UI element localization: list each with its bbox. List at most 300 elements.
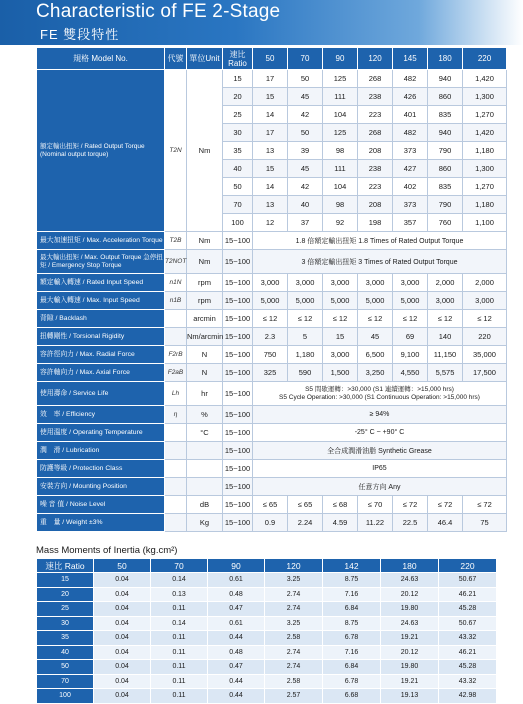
max_speed-value: 5,000 (393, 292, 428, 310)
torque-value: 111 (323, 160, 358, 178)
header-size-70: 70 (288, 48, 323, 70)
noise-value: ≤ 72 (393, 496, 428, 514)
torque-unit: Nm (187, 70, 223, 232)
torque-value: 13 (253, 196, 288, 214)
lubrication-text: 全合成潤滑油脂 Synthetic Grease (253, 442, 507, 460)
rated_speed-value: 3,000 (253, 274, 288, 292)
torque-value: 17 (253, 124, 288, 142)
inertia-ratio: 35 (37, 631, 94, 646)
inertia-value: 0.14 (151, 573, 208, 588)
weight-value: 11.22 (358, 514, 393, 532)
inertia-value: 2.74 (265, 660, 323, 675)
temperature-row (37, 424, 507, 442)
torque-value: 42 (288, 178, 323, 196)
inertia-value: 6.78 (323, 674, 381, 689)
backlash-value: ≤ 12 (253, 310, 288, 328)
inertia-value: 45.28 (439, 602, 497, 617)
axial-symbol: F2aB (165, 364, 187, 382)
life-row (37, 382, 507, 406)
inertia-value: 0.13 (151, 587, 208, 602)
inertia-value: 19.80 (381, 602, 439, 617)
protection-text: IP65 (253, 460, 507, 478)
max_speed-value: 3,000 (428, 292, 463, 310)
torque-symbol: T2N (165, 70, 187, 232)
torque-value: 760 (428, 214, 463, 232)
inertia-value: 0.44 (208, 674, 265, 689)
inertia-value: 20.12 (381, 645, 439, 660)
torque-value: 268 (358, 124, 393, 142)
temperature-symbol (165, 424, 187, 442)
rigidity-unit: Nm/arcmin (187, 328, 223, 346)
backlash-label: 背隙 / Backlash (37, 310, 165, 328)
life-ratio: 15~100 (223, 382, 253, 406)
inertia-caption: Mass Moments of Inertia (kg.cm²) (36, 545, 178, 556)
torque-value: 14 (253, 178, 288, 196)
backlash-value: ≤ 12 (393, 310, 428, 328)
header-size-90: 90 (323, 48, 358, 70)
rigidity-value: 45 (358, 328, 393, 346)
page-title: Characteristic of FE 2-Stage (36, 1, 281, 22)
life-unit: hr (187, 382, 223, 406)
torque-value: 98 (323, 196, 358, 214)
inertia-ratio: 100 (37, 689, 94, 704)
torque-value: 790 (428, 142, 463, 160)
emergency-ratio: 15~100 (223, 250, 253, 274)
weight-label: 重 量 / Weight ±3% (37, 514, 165, 532)
inertia-value: 0.61 (208, 573, 265, 588)
torque-value: 40 (288, 196, 323, 214)
mounting-symbol (165, 478, 187, 496)
accel-ratio: 15~100 (223, 232, 253, 250)
inertia-value: 0.04 (94, 616, 151, 631)
inertia-row (37, 587, 497, 602)
torque-value: 98 (323, 142, 358, 160)
header-size-220: 220 (463, 48, 507, 70)
inertia-value: 0.48 (208, 645, 265, 660)
torque-value: 238 (358, 88, 393, 106)
accel-unit: Nm (187, 232, 223, 250)
rigidity-symbol (165, 328, 187, 346)
inertia-value: 2.58 (265, 674, 323, 689)
emergency-symbol: T2NOT (165, 250, 187, 274)
inertia-value: 2.58 (265, 631, 323, 646)
torque-value: 482 (393, 124, 428, 142)
efficiency-label: 效 率 / Efficiency (37, 406, 165, 424)
noise-unit: dB (187, 496, 223, 514)
inertia-header-size: 120 (265, 559, 323, 573)
inertia-value: 0.04 (94, 660, 151, 675)
inertia-row (37, 660, 497, 675)
weight-value: 22.5 (393, 514, 428, 532)
emergency-label: 最大輸出扭矩 / Max. Output Torque 急停扭矩 / Emergency Stop Torque (37, 250, 165, 274)
temperature-label: 使用溫度 / Operating Temperature (37, 424, 165, 442)
weight-symbol (165, 514, 187, 532)
torque-value: 357 (393, 214, 428, 232)
inertia-value: 19.21 (381, 674, 439, 689)
noise-label: 噪 音 值 / Noise Level (37, 496, 165, 514)
inertia-value: 7.16 (323, 587, 381, 602)
max_speed-value: 5,000 (288, 292, 323, 310)
page-subtitle: FE 雙段特性 (40, 27, 120, 42)
torque-value: 482 (393, 70, 428, 88)
efficiency-ratio: 15~100 (223, 406, 253, 424)
weight-value: 4.59 (323, 514, 358, 532)
spec-table (36, 47, 507, 532)
inertia-header-ratio: 速比 Ratio (37, 559, 94, 573)
inertia-row (37, 689, 497, 704)
header-model: 規格 Model No. (37, 48, 165, 70)
torque-value: 835 (428, 106, 463, 124)
temperature-ratio: 15~100 (223, 424, 253, 442)
inertia-value: 0.47 (208, 602, 265, 617)
inertia-value: 0.04 (94, 587, 151, 602)
axial-value: 325 (253, 364, 288, 382)
radial-value: 35,000 (463, 346, 507, 364)
torque-value: 39 (288, 142, 323, 160)
rigidity-value: 15 (323, 328, 358, 346)
torque-value: 208 (358, 196, 393, 214)
inertia-value: 6.68 (323, 689, 381, 704)
torque-value: 1,300 (463, 160, 507, 178)
torque-value: 401 (393, 106, 428, 124)
lubrication-label: 潤 滑 / Lubrication (37, 442, 165, 460)
inertia-value: 46.21 (439, 645, 497, 660)
torque-value: 860 (428, 160, 463, 178)
torque-ratio: 50 (223, 178, 253, 196)
rigidity-value: 220 (463, 328, 507, 346)
torque-value: 402 (393, 178, 428, 196)
rated_speed-ratio: 15~100 (223, 274, 253, 292)
radial-label: 容許徑向力 / Max. Radial Force (37, 346, 165, 364)
inertia-value: 3.25 (265, 616, 323, 631)
mounting-text: 任意方向 Any (253, 478, 507, 496)
inertia-value: 46.21 (439, 587, 497, 602)
life-line2: S5 Cycle Operation: >30,000 (S1 Continuous Operation: >15,000 hrs) (279, 393, 480, 401)
efficiency-symbol: η (165, 406, 187, 424)
axial-value: 590 (288, 364, 323, 382)
temperature-text: -25° C ~ +90° C (253, 424, 507, 442)
torque-value: 1,180 (463, 142, 507, 160)
rated_speed-value: 3,000 (358, 274, 393, 292)
max_speed-value: 3,000 (463, 292, 507, 310)
max_speed-unit: rpm (187, 292, 223, 310)
inertia-value: 0.11 (151, 674, 208, 689)
torque-value: 198 (358, 214, 393, 232)
torque-ratio: 25 (223, 106, 253, 124)
rigidity-value: 69 (393, 328, 428, 346)
torque-ratio: 100 (223, 214, 253, 232)
radial-ratio: 15~100 (223, 346, 253, 364)
radial-symbol: F2rB (165, 346, 187, 364)
rated_speed-value: 2,000 (428, 274, 463, 292)
radial-value: 1,180 (288, 346, 323, 364)
backlash-value: ≤ 12 (323, 310, 358, 328)
inertia-value: 45.28 (439, 660, 497, 675)
inertia-ratio: 20 (37, 587, 94, 602)
accel-row (37, 232, 507, 250)
torque-value: 50 (288, 124, 323, 142)
axial-value: 1,500 (323, 364, 358, 382)
inertia-value: 7.16 (323, 645, 381, 660)
lubrication-ratio: 15~100 (223, 442, 253, 460)
torque-value: 45 (288, 88, 323, 106)
axial-ratio: 15~100 (223, 364, 253, 382)
rigidity-value: 5 (288, 328, 323, 346)
max_speed-label: 最大輸入轉速 / Max. Input Speed (37, 292, 165, 310)
torque-value: 1,180 (463, 196, 507, 214)
torque-value: 17 (253, 70, 288, 88)
inertia-row (37, 631, 497, 646)
inertia-value: 0.11 (151, 689, 208, 704)
torque-row (37, 70, 507, 88)
life-symbol: Lh (165, 382, 187, 406)
inertia-value: 0.47 (208, 660, 265, 675)
inertia-value: 24.63 (381, 616, 439, 631)
radial-row (37, 346, 507, 364)
inertia-value: 8.75 (323, 573, 381, 588)
rigidity-ratio: 15~100 (223, 328, 253, 346)
inertia-value: 0.11 (151, 660, 208, 675)
rated_speed-value: 3,000 (288, 274, 323, 292)
torque-value: 104 (323, 178, 358, 196)
inertia-value: 20.12 (381, 587, 439, 602)
torque-ratio: 35 (223, 142, 253, 160)
rated_speed-row (37, 274, 507, 292)
torque-value: 1,420 (463, 124, 507, 142)
torque-ratio: 40 (223, 160, 253, 178)
torque-value: 238 (358, 160, 393, 178)
torque-value: 1,270 (463, 178, 507, 196)
backlash-unit: arcmin (187, 310, 223, 328)
radial-value: 9,100 (393, 346, 428, 364)
noise-value: ≤ 68 (323, 496, 358, 514)
torque-value: 790 (428, 196, 463, 214)
inertia-value: 0.48 (208, 587, 265, 602)
lubrication-row (37, 442, 507, 460)
noise-value: ≤ 65 (253, 496, 288, 514)
radial-value: 3,000 (323, 346, 358, 364)
inertia-value: 2.74 (265, 587, 323, 602)
inertia-value: 2.74 (265, 602, 323, 617)
inertia-value: 0.11 (151, 631, 208, 646)
axial-label: 容許軸向力 / Max. Axial Force (37, 364, 165, 382)
inertia-value: 8.75 (323, 616, 381, 631)
axial-unit: N (187, 364, 223, 382)
inertia-value: 50.67 (439, 573, 497, 588)
radial-unit: N (187, 346, 223, 364)
rated_speed-value: 2,000 (463, 274, 507, 292)
inertia-value: 6.84 (323, 660, 381, 675)
noise-row (37, 496, 507, 514)
protection-label: 防護等級 / Protection Class (37, 460, 165, 478)
inertia-value: 6.78 (323, 631, 381, 646)
spec-header-row (37, 48, 507, 70)
torque-value: 92 (323, 214, 358, 232)
efficiency-text: ≥ 94% (253, 406, 507, 424)
torque-value: 940 (428, 70, 463, 88)
protection-symbol (165, 460, 187, 478)
torque-value: 13 (253, 142, 288, 160)
torque-value: 125 (323, 124, 358, 142)
torque-ratio: 30 (223, 124, 253, 142)
life-text (253, 382, 507, 406)
radial-value: 6,500 (358, 346, 393, 364)
inertia-value: 43.32 (439, 631, 497, 646)
efficiency-unit: % (187, 406, 223, 424)
inertia-header-size: 70 (151, 559, 208, 573)
torque-value: 426 (393, 88, 428, 106)
inertia-value: 43.32 (439, 674, 497, 689)
inertia-ratio: 15 (37, 573, 94, 588)
lubrication-unit (187, 442, 223, 460)
protection-unit (187, 460, 223, 478)
inertia-value: 0.04 (94, 573, 151, 588)
torque-value: 15 (253, 88, 288, 106)
axial-value: 5,575 (428, 364, 463, 382)
max_speed-value: 5,000 (323, 292, 358, 310)
weight-ratio: 15~100 (223, 514, 253, 532)
torque-value: 373 (393, 196, 428, 214)
max_speed-value: 5,000 (358, 292, 393, 310)
mounting-unit (187, 478, 223, 496)
weight-unit: Kg (187, 514, 223, 532)
header-size-50: 50 (253, 48, 288, 70)
weight-value: 46.4 (428, 514, 463, 532)
max_speed-value: 5,000 (253, 292, 288, 310)
rigidity-value: 2.3 (253, 328, 288, 346)
backlash-value: ≤ 12 (428, 310, 463, 328)
inertia-value: 24.63 (381, 573, 439, 588)
page-header (0, 0, 523, 45)
noise-value: ≤ 70 (358, 496, 393, 514)
header-code: 代號 (165, 48, 187, 70)
torque-value: 208 (358, 142, 393, 160)
radial-value: 750 (253, 346, 288, 364)
torque-value: 223 (358, 178, 393, 196)
torque-value: 223 (358, 106, 393, 124)
rated_speed-value: 3,000 (323, 274, 358, 292)
torque-value: 125 (323, 70, 358, 88)
life-line1: S5 間歇運轉：>30,000 (S1 連續運轉：>15,000 hrs) (305, 385, 454, 393)
torque-value: 427 (393, 160, 428, 178)
torque-ratio: 70 (223, 196, 253, 214)
inertia-header-row (37, 559, 497, 573)
noise-ratio: 15~100 (223, 496, 253, 514)
torque-ratio: 20 (223, 88, 253, 106)
backlash-value: ≤ 12 (463, 310, 507, 328)
header-size-180: 180 (428, 48, 463, 70)
inertia-header-size: 90 (208, 559, 265, 573)
rated_speed-symbol: n1N (165, 274, 187, 292)
header-size-145: 145 (393, 48, 428, 70)
max_speed-row (37, 292, 507, 310)
torque-value: 860 (428, 88, 463, 106)
inertia-row (37, 616, 497, 631)
protection-ratio: 15~100 (223, 460, 253, 478)
inertia-value: 19.21 (381, 631, 439, 646)
torque-label: 額定輸出扭矩 / Rated Output Torque (Nominal output torque) (37, 70, 165, 232)
inertia-row (37, 602, 497, 617)
inertia-value: 0.04 (94, 674, 151, 689)
noise-value: ≤ 72 (463, 496, 507, 514)
inertia-ratio: 70 (37, 674, 94, 689)
inertia-header-size: 142 (323, 559, 381, 573)
weight-value: 75 (463, 514, 507, 532)
torque-value: 111 (323, 88, 358, 106)
inertia-table (36, 558, 497, 704)
inertia-value: 0.04 (94, 689, 151, 704)
lubrication-symbol (165, 442, 187, 460)
axial-value: 3,250 (358, 364, 393, 382)
torque-value: 12 (253, 214, 288, 232)
inertia-value: 0.14 (151, 616, 208, 631)
inertia-header-size: 220 (439, 559, 497, 573)
torque-value: 1,100 (463, 214, 507, 232)
rigidity-label: 扭轉剛性 / Torsional Rigidity (37, 328, 165, 346)
header-size-120: 120 (358, 48, 393, 70)
weight-value: 0.9 (253, 514, 288, 532)
inertia-value: 2.57 (265, 689, 323, 704)
rated_speed-label: 額定輸入轉速 / Rated Input Speed (37, 274, 165, 292)
inertia-value: 3.25 (265, 573, 323, 588)
backlash-value: ≤ 12 (288, 310, 323, 328)
inertia-ratio: 50 (37, 660, 94, 675)
torque-value: 37 (288, 214, 323, 232)
inertia-value: 0.04 (94, 631, 151, 646)
mounting-label: 安裝方向 / Mounting Position (37, 478, 165, 496)
inertia-row (37, 573, 497, 588)
max_speed-symbol: n1B (165, 292, 187, 310)
backlash-ratio: 15~100 (223, 310, 253, 328)
rigidity-row (37, 328, 507, 346)
noise-value: ≤ 72 (428, 496, 463, 514)
emergency-text: 3 倍額定輸出扭矩 3 Times of Rated Output Torque (253, 250, 507, 274)
inertia-value: 0.11 (151, 602, 208, 617)
emergency-unit: Nm (187, 250, 223, 274)
torque-value: 373 (393, 142, 428, 160)
header-unit: 單位Unit (187, 48, 223, 70)
radial-value: 11,150 (428, 346, 463, 364)
torque-value: 14 (253, 106, 288, 124)
rated_speed-unit: rpm (187, 274, 223, 292)
inertia-header-size: 50 (94, 559, 151, 573)
inertia-value: 0.61 (208, 616, 265, 631)
axial-value: 4,550 (393, 364, 428, 382)
torque-value: 1,300 (463, 88, 507, 106)
inertia-value: 0.44 (208, 689, 265, 704)
inertia-value: 19.13 (381, 689, 439, 704)
torque-value: 42 (288, 106, 323, 124)
torque-ratio: 15 (223, 70, 253, 88)
torque-value: 268 (358, 70, 393, 88)
mounting-ratio: 15~100 (223, 478, 253, 496)
inertia-row (37, 674, 497, 689)
mounting-row (37, 478, 507, 496)
accel-label: 最大加速扭矩 / Max. Acceleration Torque (37, 232, 165, 250)
inertia-value: 42.98 (439, 689, 497, 704)
torque-value: 45 (288, 160, 323, 178)
inertia-value: 2.74 (265, 645, 323, 660)
torque-value: 1,270 (463, 106, 507, 124)
backlash-value: ≤ 12 (358, 310, 393, 328)
torque-value: 104 (323, 106, 358, 124)
inertia-header-size: 180 (381, 559, 439, 573)
inertia-ratio: 30 (37, 616, 94, 631)
backlash-symbol (165, 310, 187, 328)
noise-value: ≤ 65 (288, 496, 323, 514)
torque-value: 835 (428, 178, 463, 196)
torque-value: 15 (253, 160, 288, 178)
